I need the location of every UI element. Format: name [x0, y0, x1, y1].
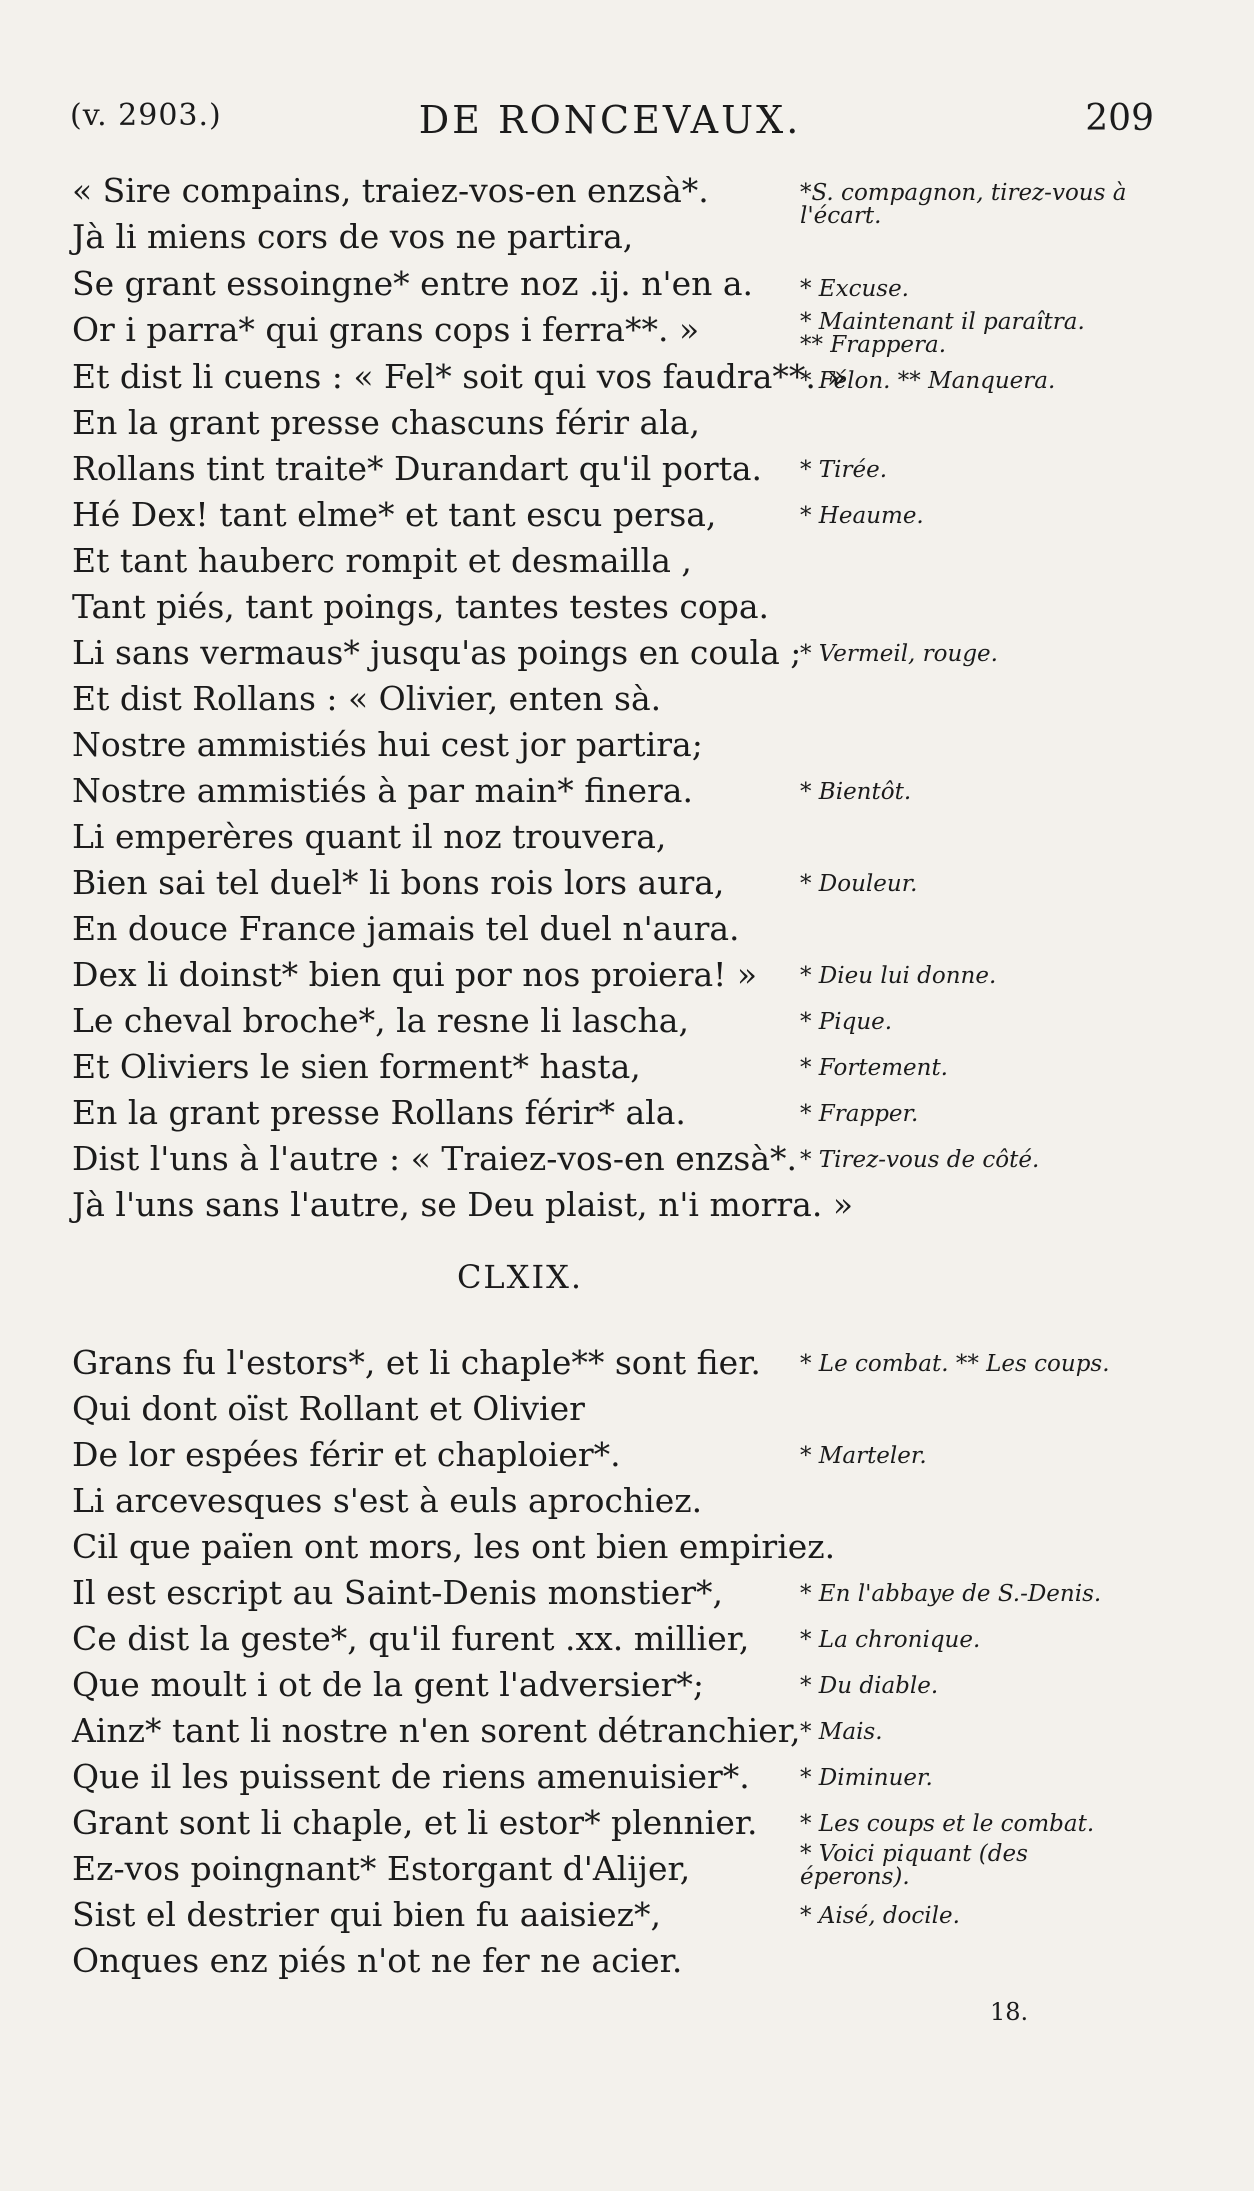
verse-line: Que moult i ot de la gent l'adversier*;	[72, 1665, 705, 1704]
verse-line: Bien sai tel duel* li bons rois lors aura,	[72, 863, 725, 902]
verse-line: Li sans vermaus* jusqu'as poings en coula ;	[72, 633, 802, 672]
verse-line: Grans fu l'estors*, et li chaple** sont fier.	[72, 1343, 761, 1382]
verse-line: Jà li miens cors de vos ne partira,	[72, 217, 634, 256]
gloss-note: * Pique.	[800, 1009, 893, 1035]
gloss-note: * Félon. ** Manquera.	[800, 368, 1056, 394]
verse-range: (v. 2903.)	[70, 98, 222, 133]
verse-line: Onques enz piés n'ot ne fer ne acier.	[72, 1941, 683, 1980]
verse-line: Ez-vos poingnant* Estorgant d'Alijer,	[72, 1849, 691, 1888]
gloss-note: * La chronique.	[800, 1627, 981, 1653]
verse-line: Et Oliviers le sien forment* hasta,	[72, 1047, 641, 1086]
gloss-note: * Marteler.	[800, 1443, 927, 1469]
verse-line: Jà l'uns sans l'autre, se Deu plaist, n'i morra. »	[72, 1185, 854, 1224]
gloss-note: * Maintenant il paraîtra. ** Frappera.	[800, 309, 1085, 358]
gloss-note: * Douleur.	[800, 871, 918, 897]
verse-line: Et tant hauberc rompit et desmailla ,	[72, 541, 692, 580]
verse-line: Dist l'uns à l'autre : « Traiez-vos-en enzsà*.	[72, 1139, 798, 1178]
verse-line: Qui dont oïst Rollant et Olivier	[72, 1389, 585, 1428]
gloss-note: * Tirez-vous de côté.	[800, 1147, 1040, 1173]
gloss-note: * Vermeil, rouge.	[800, 641, 998, 667]
gloss-note: * Les coups et le combat.	[800, 1811, 1095, 1837]
verse-line: « Sire compains, traiez-vos-en enzsà*.	[72, 171, 709, 210]
gloss-note: * Diminuer.	[800, 1765, 933, 1791]
laisse-number: CLXIX.	[456, 1258, 584, 1296]
gloss-note: * En l'abbaye de S.-Denis.	[800, 1581, 1102, 1607]
running-header	[70, 98, 1154, 146]
gloss-note: * Aisé, docile.	[800, 1903, 960, 1929]
gloss-note: *S. compagnon, tirez-vous à l'écart.	[800, 180, 1127, 229]
verse-line: Or i parra* qui grans cops i ferra**. »	[72, 310, 700, 349]
verse-line: Ce dist la geste*, qu'il furent .xx. millier,	[72, 1619, 750, 1658]
gloss-note: * Dieu lui donne.	[800, 963, 997, 989]
verse-line: Cil que païen ont mors, les ont bien empiriez.	[72, 1527, 836, 1566]
gloss-note: * Fortement.	[800, 1055, 948, 1081]
verse-line: Tant piés, tant poings, tantes testes copa.	[72, 587, 770, 626]
gloss-note: * Du diable.	[800, 1673, 939, 1699]
verse-line: Li arcevesques s'est à euls aprochiez.	[72, 1481, 703, 1520]
gloss-note: * Bientôt.	[800, 779, 912, 805]
verse-line: Grant sont li chaple, et li estor* plennier.	[72, 1803, 758, 1842]
verse-line: Que il les puissent de riens amenuisier*.	[72, 1757, 750, 1796]
verse-line: En la grant presse chascuns férir ala,	[72, 403, 700, 442]
verse-line: Ainz* tant li nostre n'en sorent détranchier,	[72, 1711, 801, 1750]
verse-line: Et dist Rollans : « Olivier, enten sà.	[72, 679, 662, 718]
verse-line: Et dist li cuens : « Fel* soit qui vos faudra**. »	[72, 357, 847, 396]
verse-line: Nostre ammistiés à par main* finera.	[72, 771, 693, 810]
verse-line: Nostre ammistiés hui cest jor partira;	[72, 725, 703, 764]
verse-line: Rollans tint traite* Durandart qu'il porta.	[72, 449, 763, 488]
verse-line: Se grant essoingne* entre noz .ij. n'en a.	[72, 264, 754, 303]
verse-line: Sist el destrier qui bien fu aaisiez*,	[72, 1895, 662, 1934]
verse-line: Li emperères quant il noz trouvera,	[72, 817, 667, 856]
signature-mark: 18.	[990, 1998, 1029, 2026]
verse-line: Le cheval broche*, la resne li lascha,	[72, 1001, 689, 1040]
gloss-note: * Excuse.	[800, 276, 909, 302]
verse-line: Il est escript au Saint-Denis monstier*,	[72, 1573, 724, 1612]
verse-line: Dex li doinst* bien qui por nos proiera! »	[72, 955, 758, 994]
verse-line: En la grant presse Rollans férir* ala.	[72, 1093, 686, 1132]
gloss-note: * Voici piquant (des éperons).	[800, 1841, 1028, 1890]
gloss-note: * Heaume.	[800, 503, 924, 529]
gloss-note: * Tirée.	[800, 457, 888, 483]
verse-line: De lor espées férir et chaploier*.	[72, 1435, 621, 1474]
gloss-note: * Mais.	[800, 1719, 883, 1745]
gloss-note: * Frapper.	[800, 1101, 919, 1127]
page-number: 209	[1085, 98, 1154, 139]
verse-line: En douce France jamais tel duel n'aura.	[72, 909, 740, 948]
verse-line: Hé Dex! tant elme* et tant escu persa,	[72, 495, 717, 534]
gloss-note: * Le combat. ** Les coups.	[800, 1351, 1110, 1377]
running-title: DE RONCEVAUX.	[418, 98, 802, 142]
